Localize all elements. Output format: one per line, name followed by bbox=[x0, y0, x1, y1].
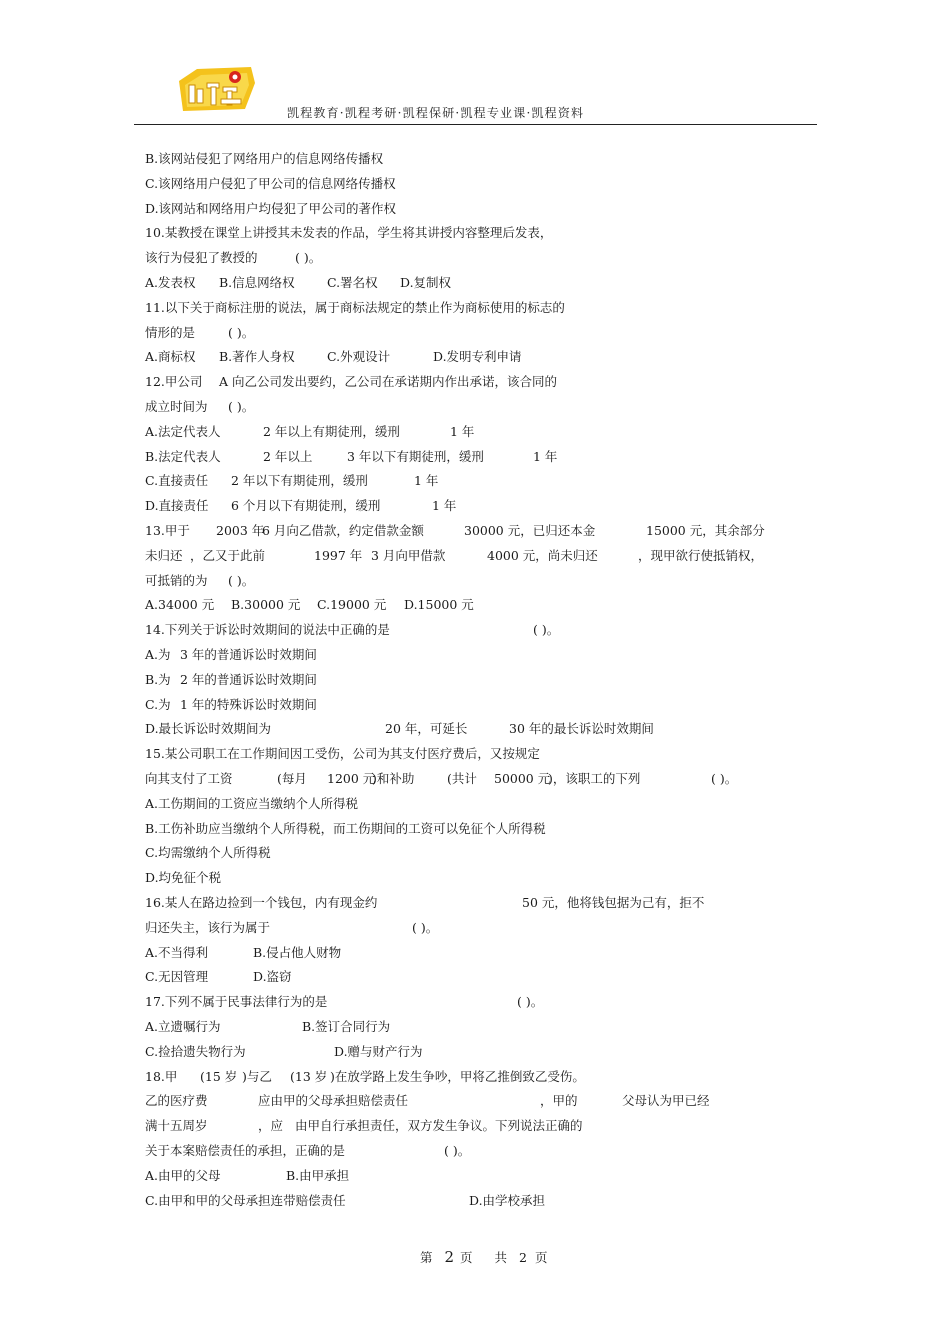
text-line-q15b-part-8: ( )。 bbox=[711, 771, 738, 786]
text-line-q11a: 11.以下关于商标注册的说法，属于商标法规定的禁止作为商标使用的标志的 bbox=[145, 300, 565, 315]
text-line-q11b-part-2: ( )。 bbox=[228, 325, 255, 340]
text-line-q18b-part-4: 父母认为甲已经 bbox=[622, 1093, 710, 1108]
text-line-q12o3-part-3: 1 年 bbox=[414, 473, 439, 488]
text-line-q15b-part-5: (共计 bbox=[447, 771, 477, 786]
text-line-q14a-part-2: ( )。 bbox=[533, 622, 560, 637]
text-line-q18d-part-1: 关于本案赔偿责任的承担，正确的是 bbox=[145, 1143, 346, 1158]
text-line-q18c-part-2: ，应 bbox=[258, 1118, 284, 1133]
text-line-q10o-part-1: A.发表权 bbox=[145, 275, 196, 290]
text-line-q15o1: A.工伤期间的工资应当缴纳个人所得税 bbox=[145, 796, 359, 811]
kaicheng-logo bbox=[175, 63, 259, 113]
text-line-q17a-part-2: ( )。 bbox=[517, 994, 544, 1009]
header-tagline: 凯程教育·凯程考研·凯程保研·凯程专业课·凯程资料 bbox=[287, 106, 585, 120]
text-line-q12o3-part-2: 2 年以下有期徒刑，缓刑 bbox=[231, 473, 368, 488]
text-line-q16o1-part-2: B.侵占他人财物 bbox=[253, 945, 342, 960]
text-line-q18c-part-1: 满十五周岁 bbox=[145, 1118, 208, 1133]
text-line-q12o4-part-3: 1 年 bbox=[432, 498, 457, 513]
text-line-q13a-part-3: 6 月向乙借款，约定借款金额 bbox=[262, 523, 424, 538]
text-line-q17o2-part-1: C.捡拾遗失物行为 bbox=[145, 1044, 246, 1059]
text-line-q10a: 10.某教授在课堂上讲授其未发表的作品，学生将其讲授内容整理后发表， bbox=[145, 225, 553, 240]
text-line-q15b-part-7: )，该职工的下列 bbox=[548, 771, 641, 786]
text-line-q14a-part-1: 14.下列关于诉讼时效期间的说法中正确的是 bbox=[145, 622, 390, 637]
text-line-q12o3-part-1: C.直接责任 bbox=[145, 473, 209, 488]
text-line-q18o2-part-1: C.由甲和甲的父母承担连带赔偿责任 bbox=[145, 1193, 346, 1208]
text-line-q13c-part-2: ( )。 bbox=[228, 573, 255, 588]
text-line-q12o1-part-2: 2 年以上有期徒刑，缓刑 bbox=[263, 424, 400, 439]
text-line-q9c: C.该网络用户侵犯了甲公司的信息网络传播权 bbox=[145, 176, 396, 191]
text-line-q16o2-part-1: C.无因管理 bbox=[145, 969, 209, 984]
text-line-q12o4-part-2: 6 个月以下有期徒刑，缓刑 bbox=[231, 498, 381, 513]
logo-graphic bbox=[175, 63, 259, 113]
text-line-q15o2: B.工伤补助应当缴纳个人所得税，而工伤期间的工资可以免征个人所得税 bbox=[145, 821, 546, 836]
text-line-q13c-part-1: 可抵销的为 bbox=[145, 573, 208, 588]
page-footer bbox=[420, 1248, 547, 1266]
text-line-q13b-part-6: ，现甲欲行使抵销权， bbox=[638, 548, 764, 563]
text-line-q17a-part-1: 17.下列不属于民事法律行为的是 bbox=[145, 994, 328, 1009]
text-line-q18a-part-1: 18.甲 bbox=[145, 1069, 178, 1084]
text-line-q16o2-part-2: D.盗窃 bbox=[253, 969, 292, 984]
text-line-q13o-part-3: C.19000 元 bbox=[317, 597, 387, 612]
text-line-q9b: B.该网站侵犯了网络用户的信息网络传播权 bbox=[145, 151, 384, 166]
text-line-q15o4: D.均免征个税 bbox=[145, 870, 222, 885]
text-line-q14o3-part-1: C.为 bbox=[145, 697, 171, 712]
text-line-q12b-part-2: ( )。 bbox=[228, 399, 255, 414]
text-line-q16b-part-2: ( )。 bbox=[412, 920, 439, 935]
text-line-q18a-part-4: (13 岁 bbox=[290, 1069, 328, 1084]
text-line-q18b-part-1: 乙的医疗费 bbox=[145, 1093, 208, 1108]
text-line-q10o-part-4: D.复制权 bbox=[400, 275, 452, 290]
text-line-q12o1-part-3: 1 年 bbox=[450, 424, 475, 439]
text-line-q12b-part-1: 成立时间为 bbox=[145, 399, 208, 414]
text-line-q15b-part-2: (每月 bbox=[277, 771, 307, 786]
current-page-number: 2 bbox=[444, 1248, 455, 1266]
text-line-q11o-part-3: C.外观设计 bbox=[327, 349, 391, 364]
text-line-q13a-part-2: 2003 年 bbox=[216, 523, 265, 538]
text-line-q10b-part-2: ( )。 bbox=[295, 250, 322, 265]
footer-mid: 页 bbox=[460, 1250, 473, 1265]
text-line-q16a-part-2: 50 元，他将钱包据为己有，拒不 bbox=[522, 895, 705, 910]
text-line-q14o4-part-3: 30 年的最长诉讼时效期间 bbox=[509, 721, 654, 736]
text-line-q15b-part-6: 50000 元 bbox=[494, 771, 551, 786]
footer-prefix: 第 bbox=[420, 1250, 433, 1265]
text-line-q17o1-part-1: A.立遗嘱行为 bbox=[145, 1019, 221, 1034]
text-line-q11o-part-1: A.商标权 bbox=[145, 349, 196, 364]
text-line-q15a: 15.某公司职工在工作期间因工受伤，公司为其支付医疗费后，又按规定 bbox=[145, 746, 540, 761]
text-line-q11o-part-4: D.发明专利申请 bbox=[433, 349, 522, 364]
text-line-q11o-part-2: B.著作人身权 bbox=[219, 349, 295, 364]
text-line-q18b-part-3: ，甲的 bbox=[540, 1093, 578, 1108]
text-line-q13a-part-4: 30000 元，已归还本金 bbox=[464, 523, 596, 538]
text-line-q13a-part-1: 13.甲于 bbox=[145, 523, 190, 538]
total-pages-number: 2 bbox=[519, 1250, 527, 1265]
text-line-q18o1-part-1: A.由甲的父母 bbox=[145, 1168, 221, 1183]
text-line-q18b-part-2: 应由甲的父母承担赔偿责任 bbox=[258, 1093, 409, 1108]
text-line-q14o1-part-2: 3 年的普通诉讼时效期间 bbox=[180, 647, 317, 662]
text-line-q14o2-part-2: 2 年的普通诉讼时效期间 bbox=[180, 672, 317, 687]
text-line-q12o1-part-1: A.法定代表人 bbox=[145, 424, 221, 439]
text-line-q17o1-part-2: B.签订合同行为 bbox=[302, 1019, 391, 1034]
text-line-q10b-part-1: 该行为侵犯了教授的 bbox=[145, 250, 258, 265]
text-line-q12o2-part-3: 3 年以下有期徒刑，缓刑 bbox=[347, 449, 484, 464]
header-divider bbox=[134, 124, 817, 125]
text-line-q11b-part-1: 情形的是 bbox=[145, 325, 196, 340]
text-line-q16b-part-1: 归还失主，该行为属于 bbox=[145, 920, 271, 935]
text-line-q10o-part-2: B.信息网络权 bbox=[219, 275, 295, 290]
text-line-q10o-part-3: C.署名权 bbox=[327, 275, 378, 290]
text-line-q17o2-part-2: D.赠与财产行为 bbox=[334, 1044, 423, 1059]
text-line-q18o1-part-2: B.由甲承担 bbox=[286, 1168, 350, 1183]
text-line-q13b-part-5: 4000 元，尚未归还 bbox=[487, 548, 598, 563]
text-line-q18a-part-5: )在放学路上发生争吵，甲将乙推倒致乙受伤。 bbox=[330, 1069, 585, 1084]
text-line-q12o2-part-1: B.法定代表人 bbox=[145, 449, 221, 464]
text-line-q14o1-part-1: A.为 bbox=[145, 647, 171, 662]
text-line-q12a-part-1: 12.甲公司 bbox=[145, 374, 203, 389]
text-line-q14o3-part-2: 1 年的特殊诉讼时效期间 bbox=[180, 697, 317, 712]
text-line-q14o2-part-1: B.为 bbox=[145, 672, 171, 687]
text-line-q18a-part-2: (15 岁 bbox=[200, 1069, 238, 1084]
text-line-q13b-part-2: ，乙又于此前 bbox=[190, 548, 266, 563]
text-line-q15b-part-3: 1200 元 bbox=[327, 771, 376, 786]
text-line-q14o4-part-2: 20 年，可延长 bbox=[385, 721, 468, 736]
text-line-q14o4-part-1: D.最长诉讼时效期间为 bbox=[145, 721, 272, 736]
text-line-q15o3: C.均需缴纳个人所得税 bbox=[145, 845, 271, 860]
text-line-q15b-part-4: )和补助 bbox=[372, 771, 415, 786]
text-line-q12o2-part-2: 2 年以上 bbox=[263, 449, 313, 464]
text-line-q13b-part-4: 3 月向甲借款 bbox=[371, 548, 446, 563]
text-line-q18d-part-2: ( )。 bbox=[444, 1143, 471, 1158]
text-line-q15b-part-1: 向其支付了工资 bbox=[145, 771, 233, 786]
footer-suffix: 页 bbox=[534, 1250, 548, 1265]
text-line-q16a-part-1: 16.某人在路边捡到一个钱包，内有现金约 bbox=[145, 895, 378, 910]
text-line-q18c-part-3: 由甲自行承担责任，双方发生争议。下列说法正确的 bbox=[295, 1118, 583, 1133]
text-line-q13b-part-1: 未归还 bbox=[145, 548, 183, 563]
text-line-q12a-part-2: A 向乙公司发出要约，乙公司在承诺期内作出承诺，该合同的 bbox=[219, 374, 558, 389]
text-line-q13b-part-3: 1997 年 bbox=[314, 548, 363, 563]
text-line-q18a-part-3: )与乙 bbox=[242, 1069, 272, 1084]
footer-total-prefix: 共 bbox=[494, 1250, 508, 1265]
text-line-q16o1-part-1: A.不当得利 bbox=[145, 945, 209, 960]
text-line-q12o2-part-4: 1 年 bbox=[533, 449, 558, 464]
text-line-q13o-part-2: B.30000 元 bbox=[231, 597, 301, 612]
text-line-q13o-part-1: A.34000 元 bbox=[145, 597, 215, 612]
text-line-q13a-part-5: 15000 元，其余部分 bbox=[646, 523, 765, 538]
text-line-q18o2-part-2: D.由学校承担 bbox=[469, 1193, 546, 1208]
text-line-q12o4-part-1: D.直接责任 bbox=[145, 498, 209, 513]
text-line-q9d: D.该网站和网络用户均侵犯了甲公司的著作权 bbox=[145, 201, 397, 216]
text-line-q13o-part-4: D.15000 元 bbox=[404, 597, 474, 612]
